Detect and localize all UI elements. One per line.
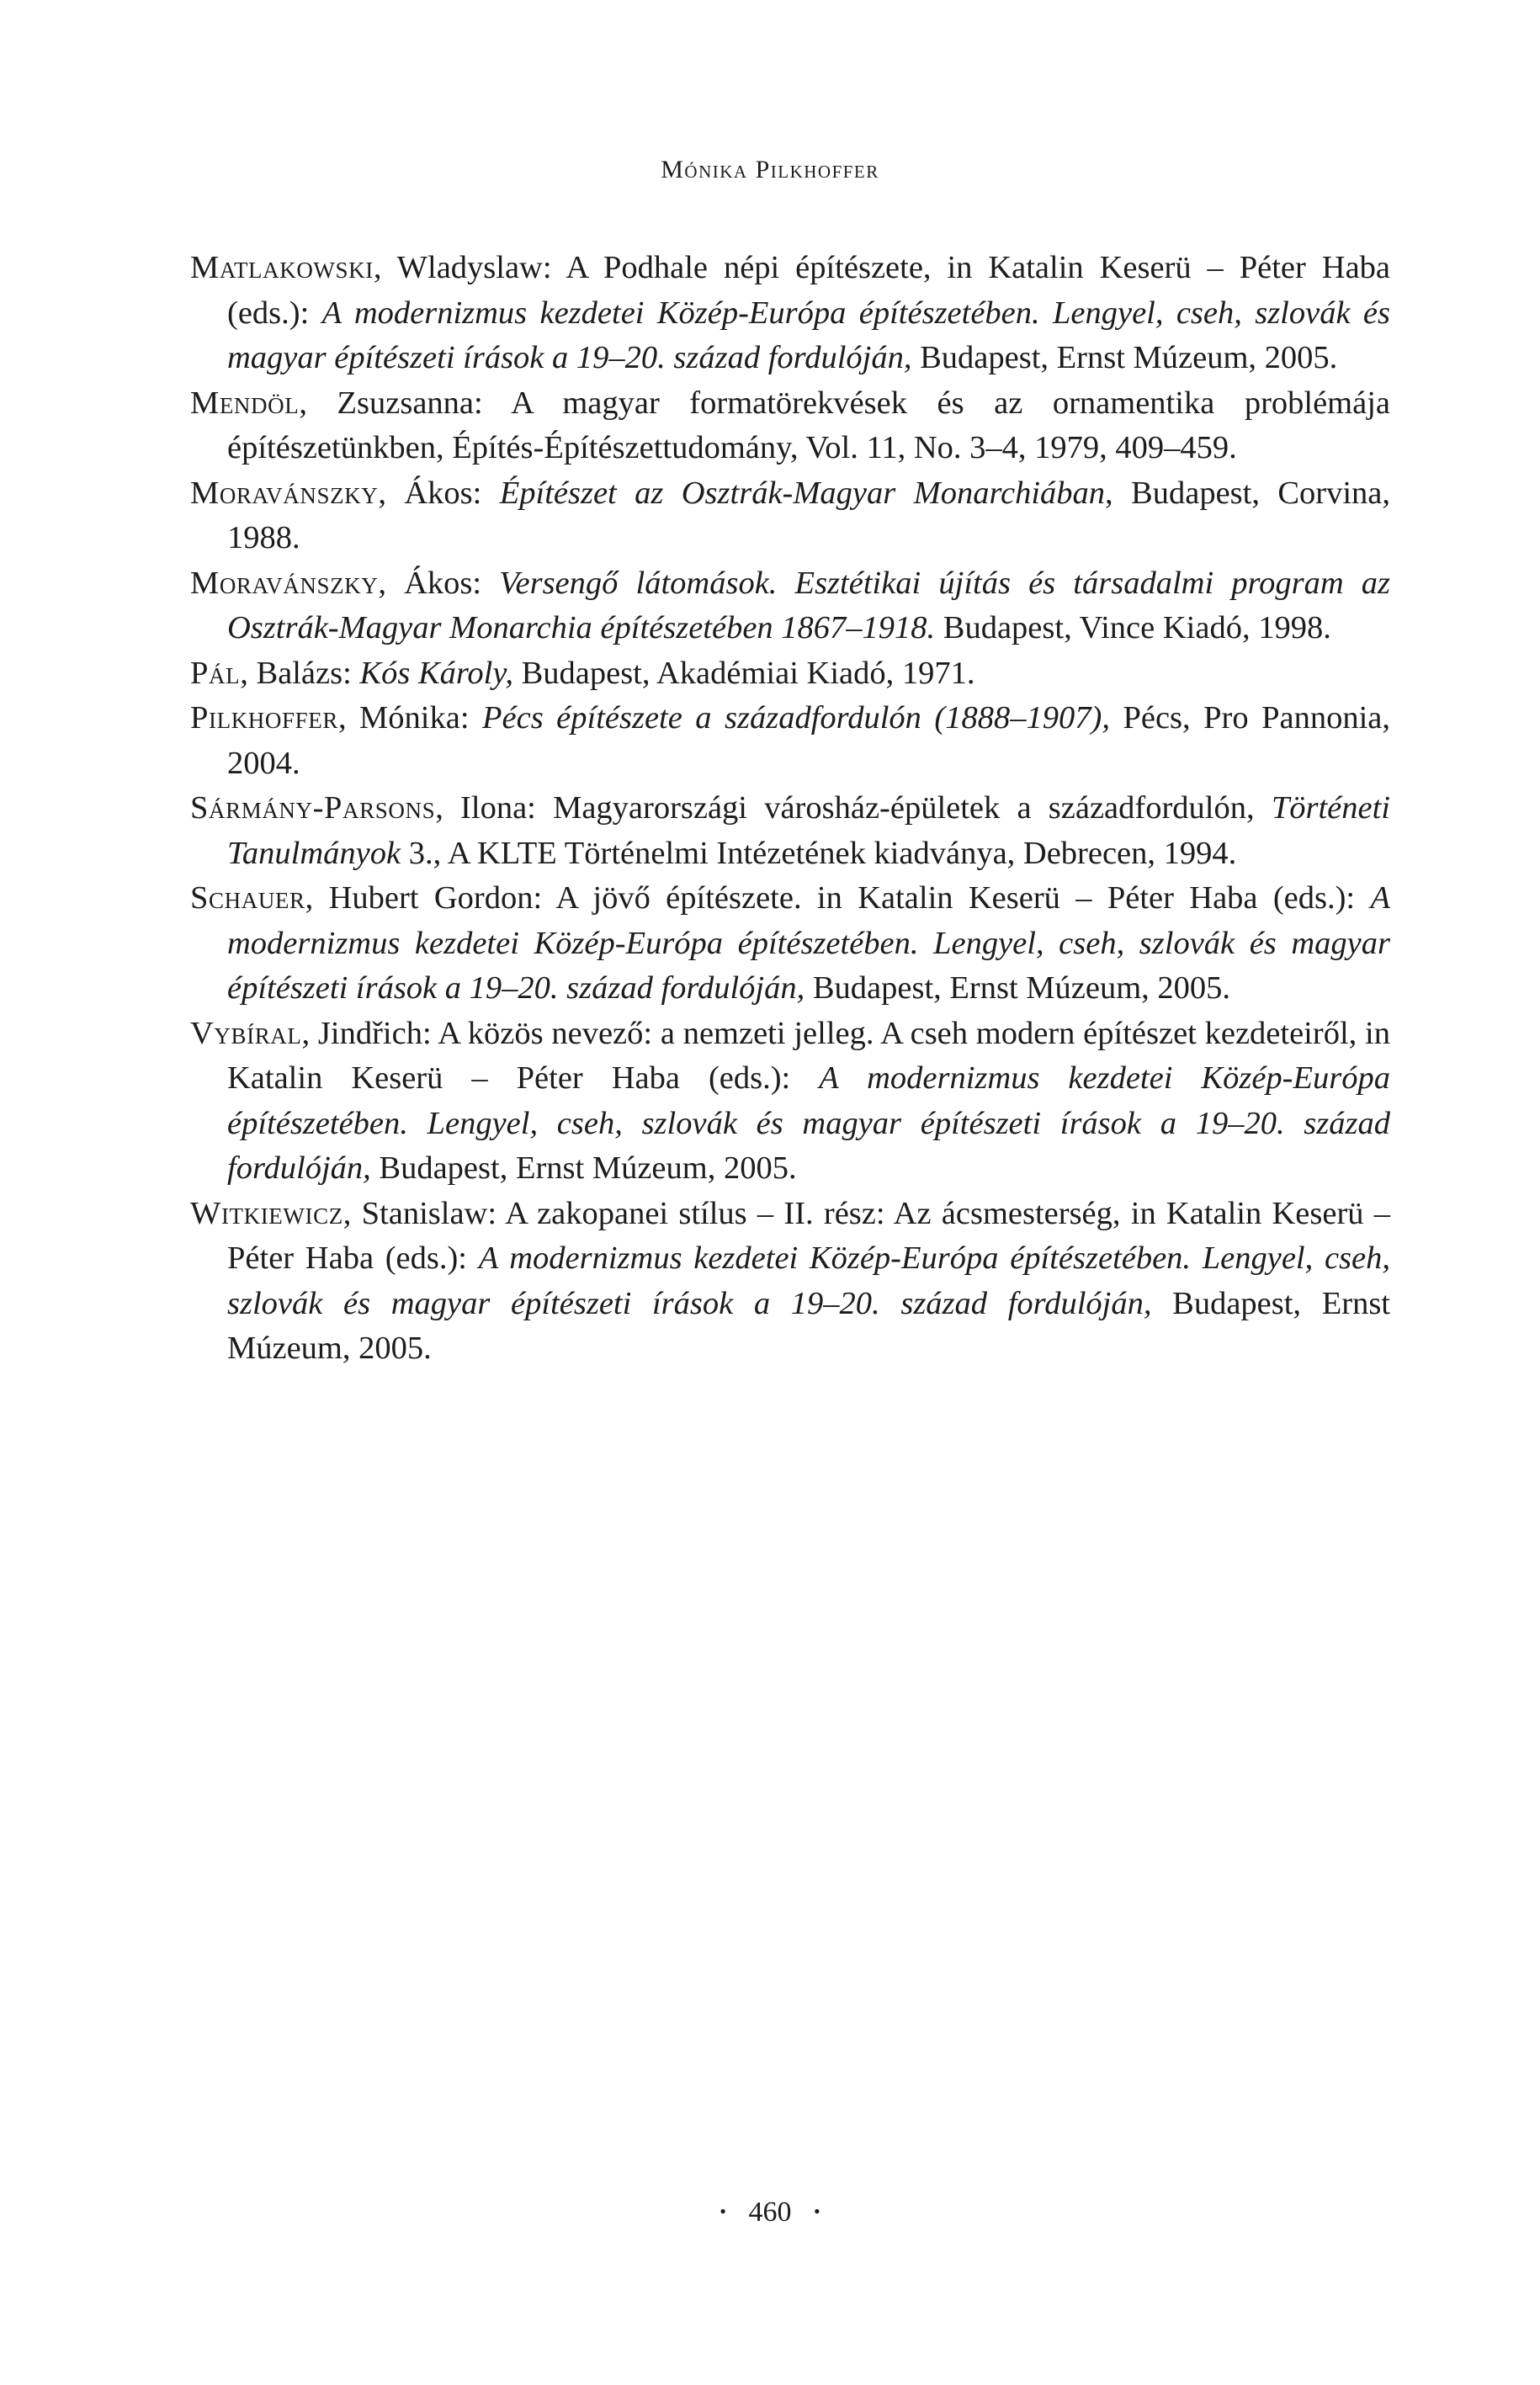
entry-title-italic: Versengő látomások. Esztétikai újítás és társadalmi program az Osztrák-Magyar Monarchia építészetében 1867–1918.	[227, 565, 1390, 645]
bibliography-entry	[190, 876, 1390, 1012]
entry-author-surname: Moravánszky	[190, 475, 379, 511]
ornament-bullet-right: •	[814, 2201, 820, 2222]
entry-title-italic: Történeti Tanulmányok	[227, 790, 1390, 871]
entry-text: , Balázs:	[240, 655, 360, 691]
entry-text: Budapest, Ernst Múzeum, 2005.	[227, 1285, 1390, 1366]
entry-title-italic: A modernizmus kezdetei Közép-Európa építészetében. Lengyel, cseh, szlovák és magyar építészeti írások a 19–20. század fordulóján,	[227, 1060, 1390, 1186]
entry-text: , Ilona: Magyarországi városház-épületek a századfordulón,	[435, 790, 1272, 826]
entry-title-italic: Kós Károly,	[359, 655, 513, 691]
entry-text: , Stanislaw: A zakopanei stílus – II. rész: Az ácsmesterség, in Katalin Keserü – Péter Haba (eds.):	[227, 1195, 1390, 1276]
bibliography-entry	[190, 471, 1390, 561]
entry-title-italic: Pécs építészete a századfordulón (1888–1907),	[482, 700, 1110, 736]
entry-text: 3., A KLTE Történelmi Intézetének kiadványa, Debrecen, 1994.	[401, 835, 1237, 871]
entry-author-surname: Witkiewicz	[190, 1195, 343, 1231]
bibliography-entry	[190, 786, 1390, 876]
entry-text: , Mónika:	[337, 700, 482, 736]
entry-text: Budapest, Vince Kiadó, 1998.	[935, 610, 1331, 645]
entry-text: Budapest, Ernst Múzeum, 2005.	[805, 970, 1231, 1006]
entry-text: , Ákos:	[378, 475, 500, 511]
entry-text: , Budapest, Corvina, 1988.	[227, 475, 1391, 555]
bibliography-entry	[190, 1012, 1390, 1192]
entry-text: Budapest, Ernst Múzeum, 2005.	[370, 1150, 797, 1186]
entry-text: Budapest, Ernst Múzeum, 2005.	[911, 340, 1338, 375]
entry-author-surname: Matlakowski	[190, 250, 374, 285]
entry-author-surname: Moravánszky	[190, 565, 379, 601]
ornament-bullet-left: •	[720, 2201, 726, 2222]
entry-author-surname: Sármány-Parsons	[190, 790, 436, 826]
page-number: 460	[748, 2196, 792, 2228]
entry-title-italic: A modernizmus kezdetei Közép-Európa építészetében. Lengyel, cseh, szlovák és magyar építészeti írások a 19–20. század fordulóján,	[227, 880, 1390, 1006]
entry-author-surname: Mendöl	[190, 385, 300, 421]
entry-text: , Zsuzsanna: A magyar formatörekvések és az ornamentika problémája építészetünkben, Építés-Építészettudomány, Vol. 11, No. 3–4, 1979, 409–459.	[227, 385, 1390, 465]
bibliography-entry	[190, 246, 1390, 381]
entry-text: , Ákos:	[378, 565, 500, 601]
entry-title-italic: A modernizmus kezdetei Közép-Európa építészetében. Lengyel, cseh, szlovák és magyar építészeti írások a 19–20. század fordulóján,	[227, 1240, 1390, 1321]
entry-title-italic: A modernizmus kezdetei Közép-Európa építészetében. Lengyel, cseh, szlovák és magyar építészeti írások a 19–20. század fordulóján,	[227, 295, 1390, 375]
bibliography-entry	[190, 651, 1390, 697]
bibliography-entry	[190, 561, 1390, 651]
entry-author-surname: Schauer	[190, 880, 305, 916]
entry-text: Pécs, Pro Pannonia, 2004.	[227, 700, 1390, 781]
entry-text: , Jindřich: A közös nevező: a nemzeti jelleg. A cseh modern építészet kezdeteiről, in Katalin Keserü – Péter Haba (eds.):	[227, 1015, 1390, 1096]
entry-author-surname: Vybíral	[190, 1015, 302, 1051]
entry-text: , Wladyslaw: A Podhale népi építészete, in Katalin Keserü – Péter Haba (eds.):	[227, 250, 1390, 331]
bibliography-entry	[190, 381, 1390, 471]
bibliography-entry	[190, 1192, 1390, 1372]
entry-text: , Hubert Gordon: A jövő építészete. in Katalin Keserü – Péter Haba (eds.):	[305, 880, 1371, 916]
entry-title-italic: Építészet az Osztrák-Magyar Monarchiában	[499, 475, 1106, 511]
bibliography-list	[190, 246, 1390, 1372]
bibliography-entry	[190, 696, 1390, 786]
running-head: Mónika Pilkhoffer	[661, 156, 879, 183]
page-number-footer	[0, 2196, 1540, 2228]
entry-text: Budapest, Akadémiai Kiadó, 1971.	[512, 655, 975, 691]
entry-author-surname: Pilkhoffer	[190, 700, 338, 736]
entry-author-surname: Pál	[190, 655, 241, 691]
